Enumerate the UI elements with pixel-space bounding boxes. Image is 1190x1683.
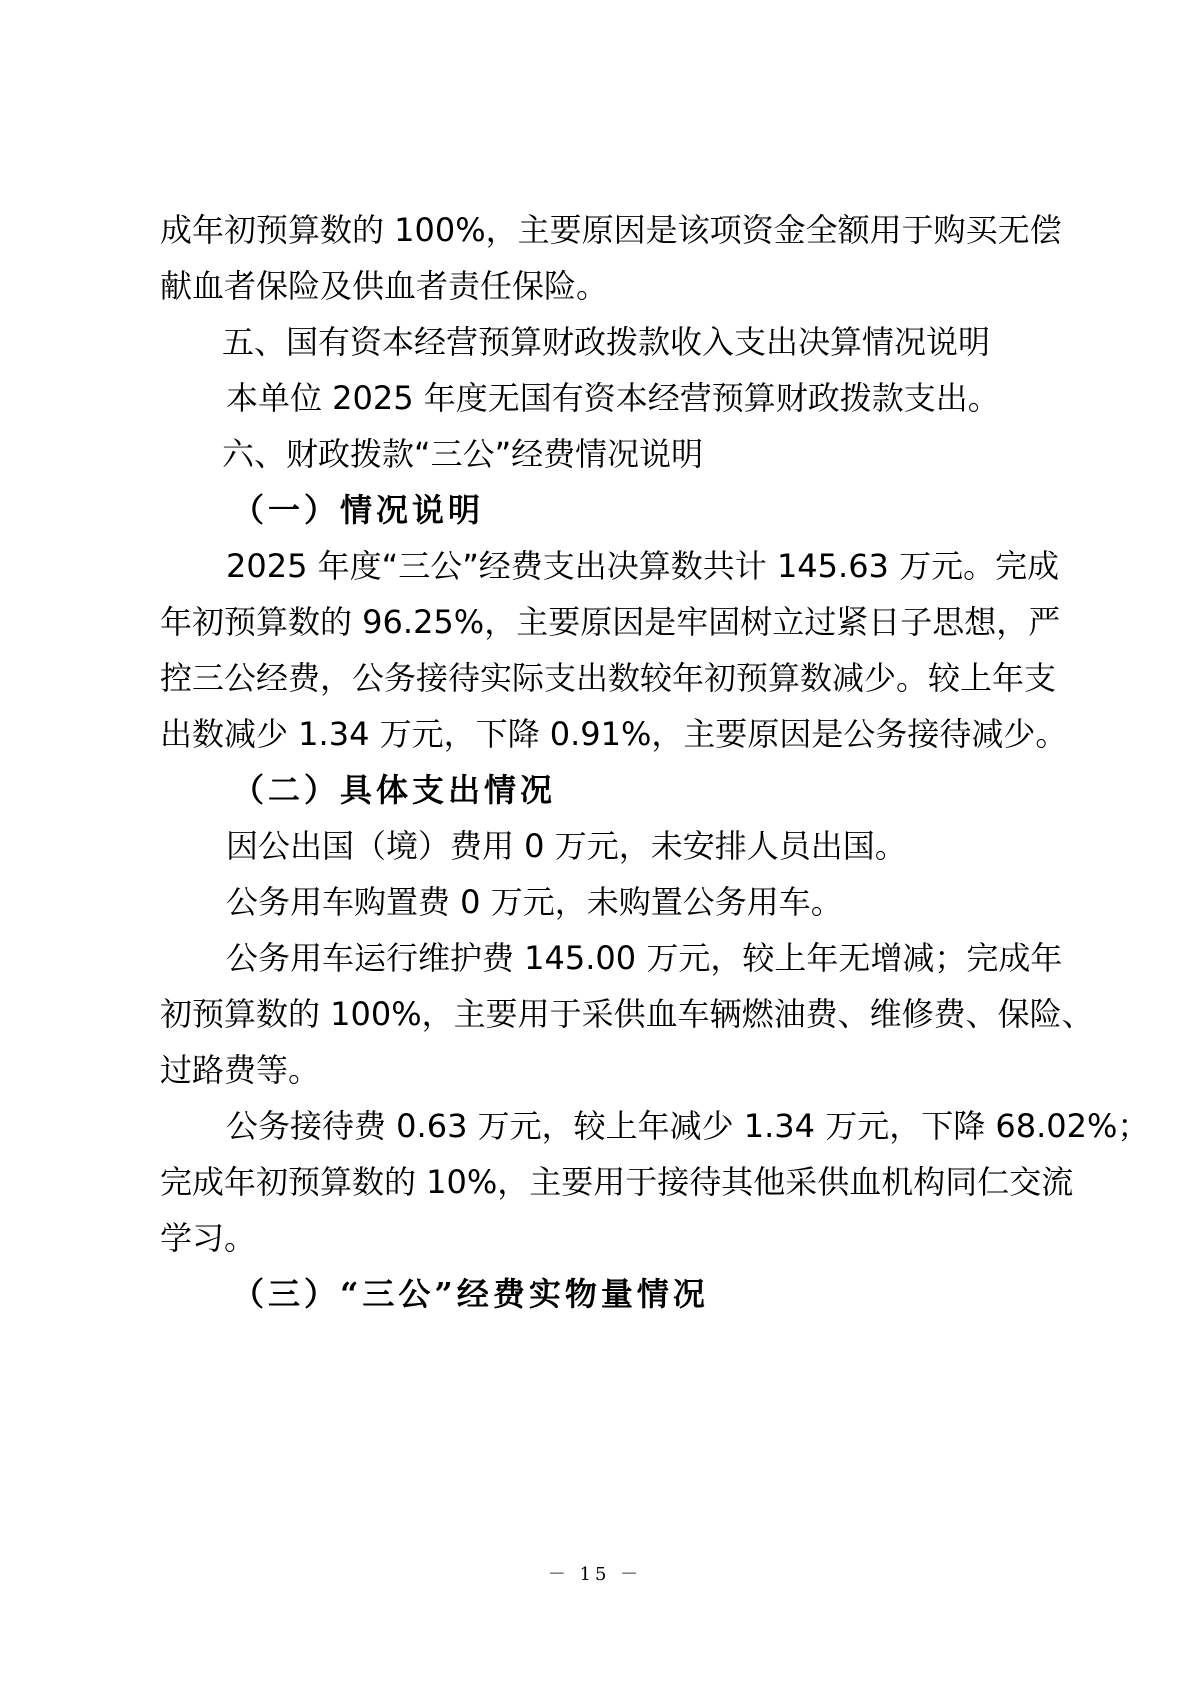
subsection-heading-1: （一）情况说明 [232, 491, 485, 529]
section-heading-6: 六、财政拨款“三公”经费情况说明 [222, 435, 704, 473]
paragraph-line: 2025 年度“三公”经费支出决算数共计 145.63 万元。完成 [226, 547, 1060, 585]
paragraph-line: 年初预算数的 96.25%，主要原因是牢固树立过紧日子思想，严 [160, 603, 1061, 641]
paragraph-line: 公务用车运行维护费 145.00 万元，较上年无增减；完成年 [226, 939, 1063, 977]
paragraph-line: 成年初预算数的 100%，主要原因是该项资金全额用于购买无偿 [160, 211, 1062, 249]
paragraph-line: 献血者保险及供血者责任保险。 [160, 267, 609, 305]
paragraph-line: 公务接待费 0.63 万元，较上年减少 1.34 万元，下降 68.02%； [226, 1107, 1150, 1145]
paragraph-line: 完成年初预算数的 10%，主要用于接待其他采供血机构同仁交流 [160, 1163, 1074, 1201]
paragraph-line: 过路费等。 [160, 1051, 321, 1089]
section-heading-5: 五、国有资本经营预算财政拨款收入支出决算情况说明 [222, 323, 991, 361]
paragraph-line: 初预算数的 100%，主要用于采供血车辆燃油费、维修费、保险、 [160, 995, 1094, 1033]
paragraph-line: 学习。 [160, 1219, 257, 1257]
paragraph-line: 出数减少 1.34 万元，下降 0.91%，主要原因是公务接待减少。 [160, 715, 1068, 753]
paragraph-line: 本单位 2025 年度无国有资本经营预算财政拨款支出。 [226, 379, 1000, 417]
page-number: － 15 － [547, 1564, 643, 1585]
paragraph-line: 因公出国（境）费用 0 万元，未安排人员出国。 [226, 827, 907, 865]
subsection-heading-3: （三）“三公”经费实物量情况 [232, 1275, 709, 1313]
paragraph-line: 控三公经费，公务接待实际支出数较年初预算数减少。较上年支 [160, 659, 1057, 697]
subsection-heading-2: （二）具体支出情况 [232, 771, 557, 809]
paragraph-line: 公务用车购置费 0 万元，未购置公务用车。 [226, 883, 843, 921]
